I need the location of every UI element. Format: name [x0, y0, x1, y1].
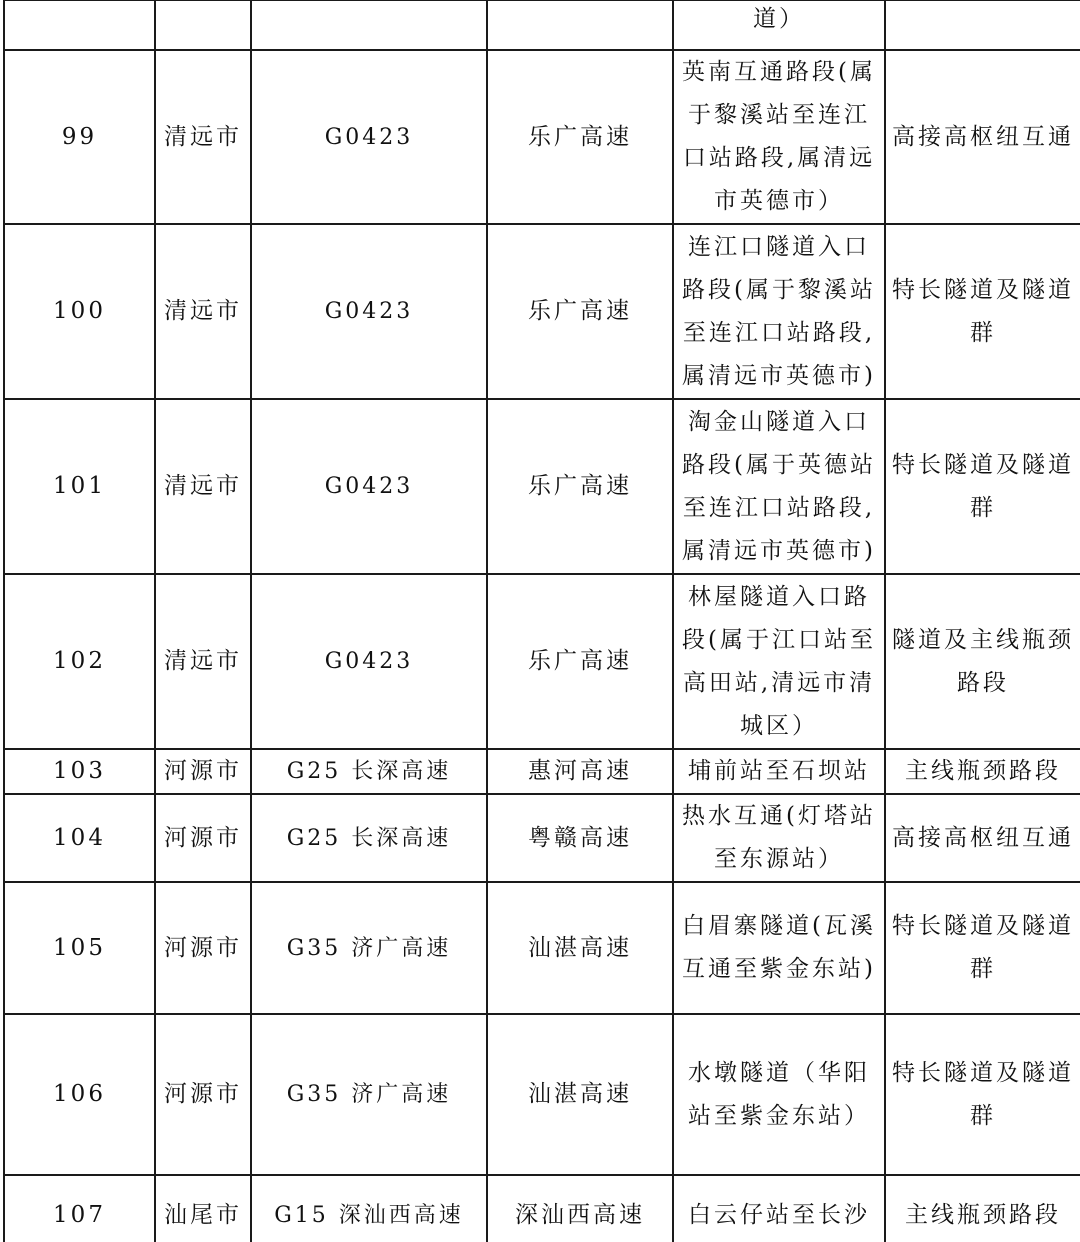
- cell-no: [4, 0, 155, 50]
- cell-city: 清远市: [155, 574, 251, 749]
- cell-no: 101: [4, 399, 155, 574]
- cell-highway: 汕湛高速: [487, 882, 673, 1014]
- table-row: [4, 224, 1080, 399]
- cell-section: 埔前站至石坝站: [673, 749, 885, 794]
- table-row-fragment: [4, 0, 1080, 50]
- cell-highway: [487, 0, 673, 50]
- cell-route: G35 济广高速: [251, 1014, 487, 1175]
- cell-type: 隧道及主线瓶颈路段: [885, 574, 1080, 749]
- cell-city: 河源市: [155, 882, 251, 1014]
- table-row: [4, 882, 1080, 1014]
- cell-section: 白云仔站至长沙: [673, 1175, 885, 1242]
- cell-section: 连江口隧道入口路段(属于黎溪站至连江口站路段,属清远市英德市): [673, 224, 885, 399]
- cell-highway: 粤赣高速: [487, 794, 673, 882]
- cell-no: 105: [4, 882, 155, 1014]
- cell-no: 104: [4, 794, 155, 882]
- cell-no: 107: [4, 1175, 155, 1242]
- table-row: [4, 749, 1080, 794]
- cell-no: 100: [4, 224, 155, 399]
- cell-highway: 惠河高速: [487, 749, 673, 794]
- cell-route: G35 济广高速: [251, 882, 487, 1014]
- table-row: [4, 1175, 1080, 1242]
- table-row: [4, 1014, 1080, 1175]
- cell-city: 汕尾市: [155, 1175, 251, 1242]
- cell-highway: 乐广高速: [487, 574, 673, 749]
- cell-route: G15 深汕西高速: [251, 1175, 487, 1242]
- cell-section: 热水互通(灯塔站至东源站）: [673, 794, 885, 882]
- cell-type: 高接高枢纽互通: [885, 50, 1080, 224]
- cell-highway: 乐广高速: [487, 399, 673, 574]
- cell-route: G0423: [251, 399, 487, 574]
- cell-city: [155, 0, 251, 50]
- cell-section: 道）: [673, 0, 885, 50]
- cell-no: 99: [4, 50, 155, 224]
- cell-no: 103: [4, 749, 155, 794]
- cell-section: 水墩隧道（华阳站至紫金东站）: [673, 1014, 885, 1175]
- cell-type: 特长隧道及隧道群: [885, 882, 1080, 1014]
- cell-route: G0423: [251, 574, 487, 749]
- cell-city: 河源市: [155, 749, 251, 794]
- table-row: [4, 574, 1080, 749]
- cell-highway: 汕湛高速: [487, 1014, 673, 1175]
- cell-type: [885, 0, 1080, 50]
- cell-city: 清远市: [155, 50, 251, 224]
- cell-type: 特长隧道及隧道群: [885, 1014, 1080, 1175]
- cell-type: 高接高枢纽互通: [885, 794, 1080, 882]
- highway-sections-table: [3, 0, 1080, 1242]
- cell-no: 102: [4, 574, 155, 749]
- cell-highway: 深汕西高速: [487, 1175, 673, 1242]
- cell-type: 主线瓶颈路段: [885, 1175, 1080, 1242]
- cell-type: 特长隧道及隧道群: [885, 224, 1080, 399]
- cell-route: G25 长深高速: [251, 794, 487, 882]
- cell-route: G0423: [251, 224, 487, 399]
- cell-type: 主线瓶颈路段: [885, 749, 1080, 794]
- cell-type: 特长隧道及隧道群: [885, 399, 1080, 574]
- cell-section: 淘金山隧道入口路段(属于英德站至连江口站路段,属清远市英德市): [673, 399, 885, 574]
- cell-highway: 乐广高速: [487, 224, 673, 399]
- cell-no: 106: [4, 1014, 155, 1175]
- cell-route: G25 长深高速: [251, 749, 487, 794]
- cell-section: 林屋隧道入口路段(属于江口站至高田站,清远市清城区）: [673, 574, 885, 749]
- table-row: [4, 399, 1080, 574]
- cell-section: 白眉寨隧道(瓦溪互通至紫金东站): [673, 882, 885, 1014]
- cell-city: 清远市: [155, 224, 251, 399]
- cell-city: 河源市: [155, 1014, 251, 1175]
- table-row: [4, 794, 1080, 882]
- cell-city: 清远市: [155, 399, 251, 574]
- cell-route: G0423: [251, 50, 487, 224]
- cell-city: 河源市: [155, 794, 251, 882]
- cell-highway: 乐广高速: [487, 50, 673, 224]
- cell-section: 英南互通路段(属于黎溪站至连江口站路段,属清远市英德市）: [673, 50, 885, 224]
- table-row: [4, 50, 1080, 224]
- cell-route: [251, 0, 487, 50]
